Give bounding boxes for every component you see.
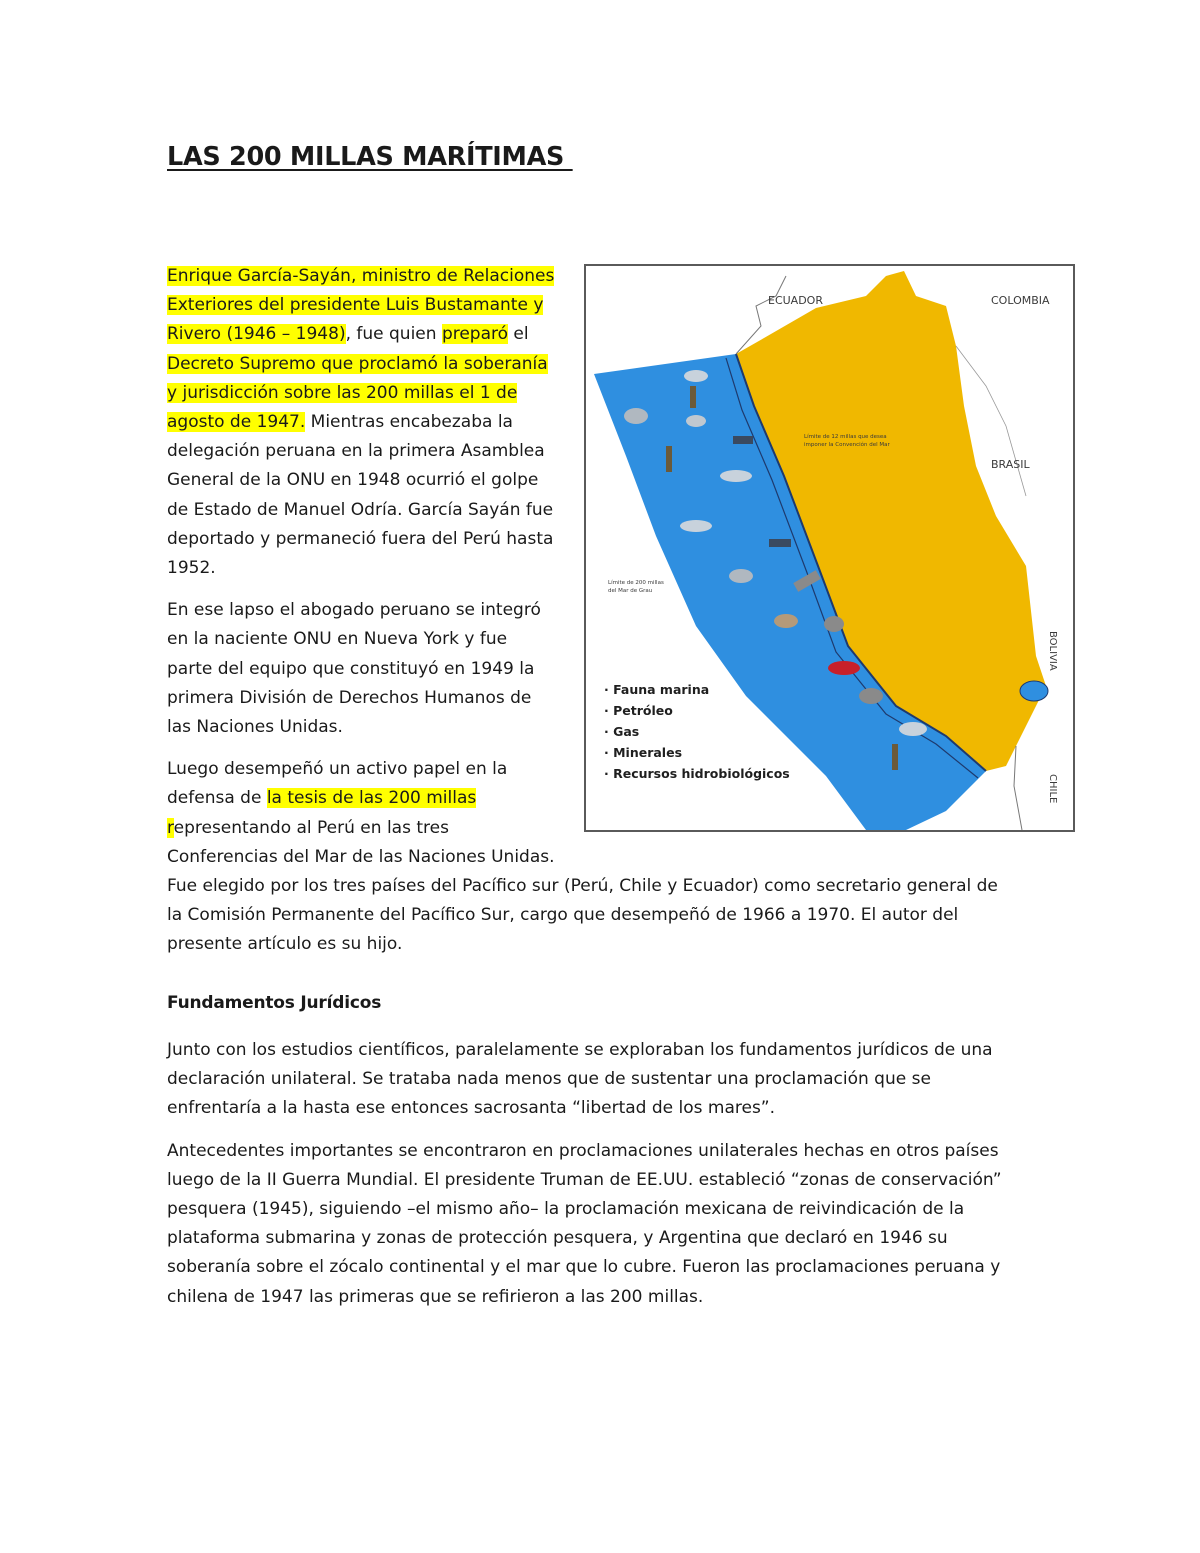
text-line: chilena de 1947 las primeras que se refirieron a las 200 millas.	[167, 1286, 704, 1307]
oil-rig-icon	[690, 386, 696, 408]
shellfish-icon	[774, 614, 798, 628]
lobster-icon	[828, 661, 860, 675]
text-line: 1952.	[167, 558, 216, 579]
oil-rig-icon	[666, 446, 672, 472]
highlighted-text: Decreto Supremo que proclamó la soberanía	[167, 353, 548, 374]
text-line: la Comisión Permanente del Pacífico Sur, cargo que desempeñó de 1966 a 1970. El autor del	[167, 905, 959, 926]
highlighted-text: r	[167, 817, 174, 838]
fish-icon	[624, 408, 648, 424]
fish-icon	[720, 470, 752, 482]
ship-icon	[733, 436, 753, 444]
highlighted-text: agosto de 1947.	[167, 412, 306, 433]
fish-icon	[680, 520, 712, 532]
plain-text: el	[508, 324, 529, 345]
mineral-icon	[824, 616, 844, 632]
map-svg	[586, 266, 1073, 830]
text-line: delegación peruana en la primera Asamblea	[167, 441, 545, 462]
legend-item: · Gas	[604, 724, 640, 739]
lake-titicaca	[1020, 681, 1048, 701]
text-line: de Estado de Manuel Odría. García Sayán fue	[167, 499, 554, 520]
section-fundamentos-body	[167, 1036, 1167, 1325]
text-line: deportado y permaneció fuera del Perú hasta	[167, 528, 554, 549]
paragraph-antecedentes	[167, 1137, 1167, 1312]
highlighted-text: Enrique García-Sayán, ministro de Relaciones	[167, 266, 555, 286]
text-line: Luego desempeñó un activo papel en la	[167, 759, 508, 780]
fish-icon	[686, 415, 706, 427]
text-line: pesquera (1945), siguiendo –el mismo año– la proclamación mexicana de reivindicación de la	[167, 1199, 965, 1220]
label-chile: CHILE	[1047, 774, 1058, 804]
highlighted-text: preparó	[441, 324, 509, 345]
page-title: LAS 200 MILLAS MARÍTIMAS	[167, 142, 573, 172]
text-line: General de la ONU en 1948 ocurrió el golpe	[167, 470, 539, 491]
text-line: en la naciente ONU en Nueva York y fue	[167, 629, 508, 650]
legend-item: · Minerales	[604, 745, 683, 760]
label-limit-12-line1: Límite de 12 millas que desea	[804, 434, 887, 440]
highlighted-text: Exteriores del presidente Luis Bustamante y	[167, 295, 544, 316]
text-line: Fue elegido por los tres países del Pacífico sur (Perú, Chile y Ecuador) como secretario general de	[167, 876, 998, 897]
label-limit-200-line2: del Mar de Grau	[608, 588, 653, 594]
legend-item: · Petróleo	[604, 703, 673, 718]
mineral-icon	[859, 688, 883, 704]
label-colombia: COLOMBIA	[991, 294, 1050, 307]
text-line: luego de la II Guerra Mundial. El presidente Truman de EE.UU. estableció “zonas de conservación”	[167, 1169, 1002, 1190]
text-line: En ese lapso el abogado peruano se integró	[167, 600, 541, 621]
legend-item: · Recursos hidrobiológicos	[604, 766, 790, 781]
fish-icon	[899, 722, 927, 736]
highlighted-text: la tesis de las 200 millas	[266, 788, 477, 809]
label-brasil: BRASIL	[991, 458, 1030, 471]
text-line: Junto con los estudios científicos, paralelamente se exploraban los fundamentos jurídicos de una	[167, 1040, 993, 1060]
plain-text: , fue quien	[345, 324, 442, 345]
ship-icon	[769, 539, 791, 547]
label-ecuador: ECUADOR	[768, 294, 823, 307]
text-line: declaración unilateral. Se trataba nada menos que de sustentar una proclamación que se	[167, 1069, 931, 1090]
text-line: presente artículo es su hijo.	[167, 934, 403, 955]
text-line: Antecedentes importantes se encontraron en proclamaciones unilaterales hechas en otros países	[167, 1140, 999, 1161]
peru-maritime-map	[584, 264, 1075, 832]
highlighted-text: Rivero (1946 – 1948)	[167, 324, 346, 345]
highlighted-text: y jurisdicción sobre las 200 millas el 1 de	[167, 382, 518, 403]
text-line: soberanía sobre el zócalo continental y el mar que lo cubre. Fueron las proclamaciones peruana y	[167, 1257, 1001, 1278]
plain-text: epresentando al Perú en las tres	[173, 817, 449, 838]
section-heading-fundamentos: Fundamentos Jurídicos	[167, 993, 382, 1013]
fish-icon	[729, 569, 753, 583]
oil-rig-icon	[892, 744, 898, 770]
plain-text: defensa de	[167, 788, 267, 809]
text-line: enfrentaría a la hasta ese entonces sacrosanta “libertad de los mares”.	[167, 1098, 776, 1119]
text-line: primera División de Derechos Humanos de	[167, 687, 532, 708]
label-limit-200-line1: Límite de 200 millas	[608, 580, 664, 586]
legend-item: · Fauna marina	[604, 682, 710, 697]
text-line: las Naciones Unidas.	[167, 717, 343, 738]
paragraph-estudios	[167, 1036, 1167, 1124]
text-line: plataforma submarina y zonas de protección pesquera, y Argentina que declaró en 1946 su	[167, 1228, 948, 1249]
plain-text: Mientras encabezaba la	[305, 412, 513, 433]
text-line: parte del equipo que constituyó en 1949 la	[167, 658, 535, 679]
label-limit-12-line2: imponer la Convención del Mar	[804, 442, 890, 448]
fish-icon	[684, 370, 708, 382]
label-bolivia: BOLIVIA	[1047, 631, 1058, 671]
text-line: Conferencias del Mar de las Naciones Unidas.	[167, 846, 555, 867]
